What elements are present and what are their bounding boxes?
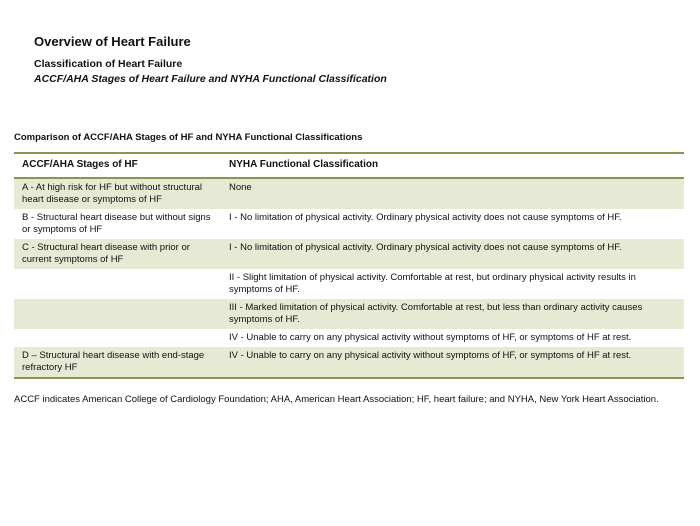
comparison-table <box>14 152 684 379</box>
table-row <box>14 269 684 299</box>
nyha-cell: IV - Unable to carry on any physical activity without symptoms of HF, or symptoms of HF at rest. <box>221 347 684 378</box>
nyha-cell: I - No limitation of physical activity. Ordinary physical activity does not cause symptoms of HF. <box>221 239 684 269</box>
table-row <box>14 347 684 378</box>
stage-cell: C - Structural heart disease with prior or current symptoms of HF <box>14 239 221 269</box>
nyha-cell: II - Slight limitation of physical activity. Comfortable at rest, but ordinary physical activity results in symptoms of HF. <box>221 269 684 299</box>
stage-cell: D – Structural heart disease with end-stage refractory HF <box>14 347 221 378</box>
table-row <box>14 329 684 347</box>
table-row <box>14 209 684 239</box>
footnote: ACCF indicates American College of Cardiology Foundation; AHA, American Heart Association; HF, heart failure; and NYHA, New York Heart Association. <box>14 394 659 405</box>
column-header-stages: ACCF/AHA Stages of HF <box>14 153 221 178</box>
section-subtitle: Classification of Heart Failure <box>34 58 183 70</box>
column-header-nyha: NYHA Functional Classification <box>221 153 684 178</box>
stage-cell: B - Structural heart disease but without signs or symptoms of HF <box>14 209 221 239</box>
nyha-cell: None <box>221 178 684 209</box>
table-row <box>14 178 684 209</box>
table-caption: Comparison of ACCF/AHA Stages of HF and NYHA Functional Classifications <box>14 132 363 143</box>
table-row <box>14 299 684 329</box>
page-title: Overview of Heart Failure <box>34 34 191 49</box>
stage-cell <box>14 329 221 347</box>
nyha-cell: I - No limitation of physical activity. Ordinary physical activity does not cause symptoms of HF. <box>221 209 684 239</box>
nyha-cell: IV - Unable to carry on any physical activity without symptoms of HF, or symptoms of HF at rest. <box>221 329 684 347</box>
table-header-row <box>14 153 684 178</box>
table-row <box>14 239 684 269</box>
stage-cell: A - At high risk for HF but without structural heart disease or symptoms of HF <box>14 178 221 209</box>
section-subtitle-italic: ACCF/AHA Stages of Heart Failure and NYHA Functional Classification <box>34 73 387 85</box>
stage-cell <box>14 269 221 299</box>
nyha-cell: III - Marked limitation of physical activity. Comfortable at rest, but less than ordinary activity causes symptoms of HF. <box>221 299 684 329</box>
stage-cell <box>14 299 221 329</box>
